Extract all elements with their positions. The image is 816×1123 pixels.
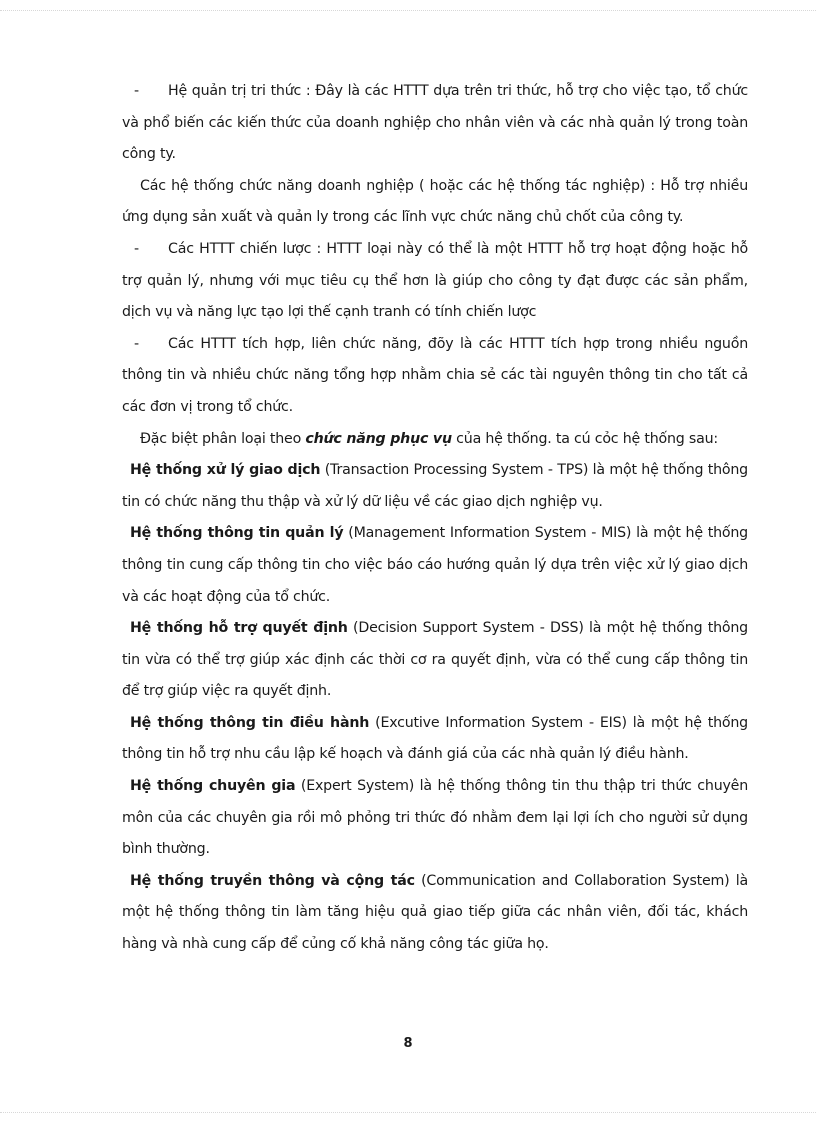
- paragraph-expert-system: [122, 771, 748, 866]
- list-dash: -: [134, 83, 139, 99]
- term-heading: Hệ thống thông tin điều hành: [130, 714, 370, 731]
- paragraph-text: (Transaction Processing System - TPS) là một hệ thống thông tin có chức năng thu thập và xử lý dữ liệu về các giao dịch nghiệp vụ.: [122, 462, 748, 510]
- list-dash: -: [134, 240, 139, 257]
- term-heading: Hệ thống chuyên gia: [130, 778, 296, 795]
- term-heading: Hệ thống hỗ trợ quyết định: [130, 620, 348, 637]
- paragraph-text: của hệ thống. ta cú cỏc hệ thống sau:: [451, 430, 718, 447]
- paragraph-knowledge-management: [122, 76, 748, 171]
- paragraph-text: Đặc biệt phân loại theo: [140, 430, 306, 447]
- paragraph-text: (Expert System) là hệ thống thông tin thu thập tri thức chuyên môn của các chuyên gia rồi mô phỏng tri thức đó nhằm đem lại lợi ích cho người sử dụng bình thường.: [122, 778, 749, 858]
- emphasis-term: chức năng phục vụ: [305, 430, 452, 447]
- paragraph-communication-system: [122, 866, 748, 961]
- paragraph-text: Các HTTT tích hợp, liên chức năng, đõy là các HTTT tích hợp trong nhiều nguồn thông tin và nhiều chức năng tổng hợp nhằm chia sẻ các tài nguyên thông tin cho tất cả các đơn vị trong tổ chức.: [122, 335, 748, 415]
- page-bottom-border: [0, 1112, 816, 1113]
- paragraph-text: (Decision Support System - DSS) là một hệ thống thông tin vừa có thể trợ giúp xác định các thời cơ ra quyết định, vừa có thể cung cấp thông tin để trợ giúp việc ra quyết định.: [122, 620, 748, 700]
- paragraph-text: (Management Information System - MIS) là một hệ thống thông tin cung cấp thông tin cho việc báo cáo hướng quản lý dựa trên việc xử lý giao dịch và các hoạt động của tổ chức.: [122, 525, 748, 605]
- document-body: [122, 76, 748, 961]
- paragraph-strategic-systems: [122, 234, 748, 329]
- paragraph-text: Các HTTT chiến lược : HTTT loại này có thể là một HTTT hỗ trợ hoạt động hoặc hỗ trợ quản lý, nhưng với mục tiêu cụ thể hơn là giúp cho công ty đạt được các sản phẩm, dịch vụ và năng lực tạo lợi thế cạnh tranh có tính chiến lược: [122, 240, 748, 321]
- page-number: 8: [403, 1036, 413, 1051]
- page-top-border: [0, 10, 816, 11]
- paragraph-text: (Communication and Collaboration System) là một hệ thống thông tin làm tăng hiệu quả giao tiếp giữa các nhân viên, đối tác, khách hàng và nhà cung cấp để củng cố khả năng công tác giữa họ.: [122, 872, 749, 953]
- paragraph-tps: [122, 455, 748, 518]
- paragraph-text: Các hệ thống chức năng doanh nghiệp ( hoặc các hệ thống tác nghiệp) : Hỗ trợ nhiều ứng dụng sản xuất và quản ly trong các lĩnh vực chức năng chủ chốt của công ty.: [122, 177, 748, 226]
- paragraph-eis: [122, 708, 748, 771]
- term-heading: Hệ thống thông tin quản lý: [130, 525, 344, 542]
- paragraph-dss: [122, 613, 748, 708]
- paragraph-integrated-systems: [122, 329, 748, 424]
- term-heading: Hệ thống xử lý giao dịch: [130, 462, 321, 479]
- paragraph-business-function-systems: [122, 171, 748, 234]
- paragraph-mis: [122, 518, 748, 613]
- list-dash: -: [134, 335, 139, 352]
- paragraph-text: (Excutive Information System - EIS) là một hệ thống thông tin hỗ trợ nhu cầu lập kế hoạch và đánh giá của các nhà quản lý điều hành.: [122, 714, 748, 763]
- paragraph-classification-intro: [122, 424, 748, 456]
- term-heading: Hệ thống truyền thông và cộng tác: [130, 872, 415, 889]
- paragraph-text: Hệ quản trị tri thức : Đây là các HTTT dựa trên tri thức, hỗ trợ cho việc tạo, tổ chức và phổ biến các kiến thức của doanh nghiệp cho nhân viên và các nhà quản lý trong toàn công ty.: [122, 83, 748, 163]
